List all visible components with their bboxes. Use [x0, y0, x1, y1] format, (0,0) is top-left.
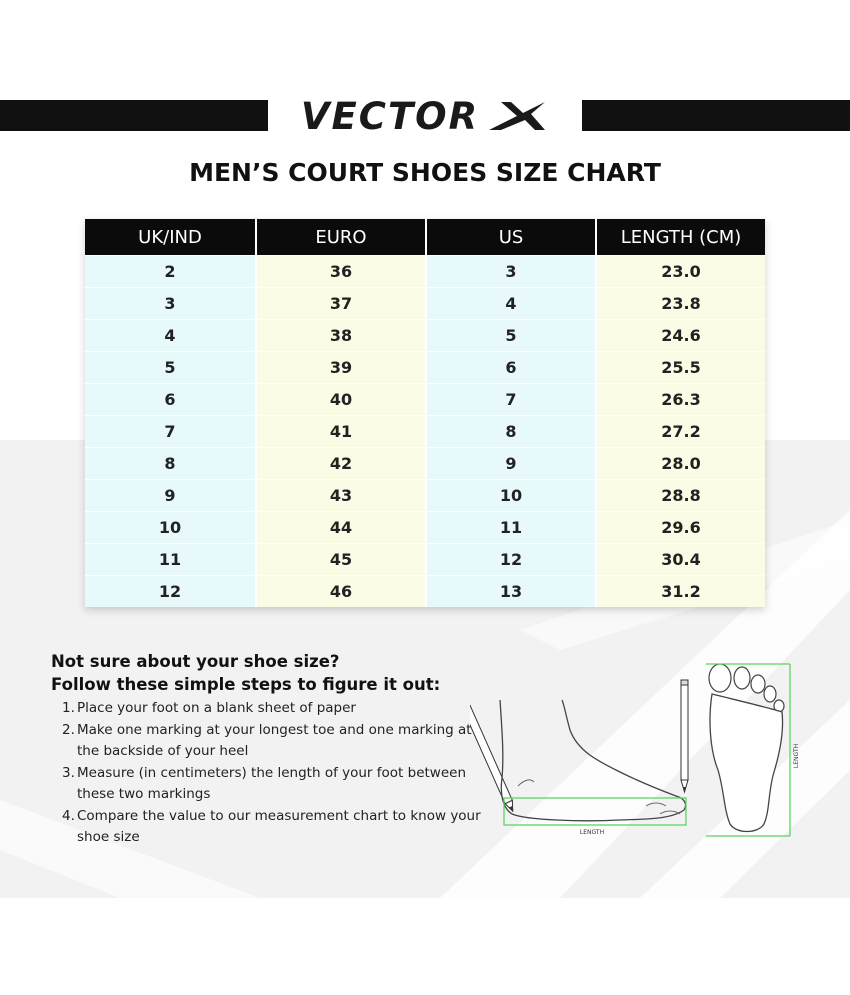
list-item [51, 806, 481, 849]
table-row [85, 479, 765, 511]
brand-x-mark-icon [487, 100, 549, 132]
pencil-left-icon [470, 705, 516, 812]
list-item [51, 698, 481, 720]
cell-euro: 45 [255, 543, 425, 575]
step-text: Compare the value to our measurement chart to know your shoe size [77, 807, 481, 845]
cell-length: 23.8 [595, 287, 765, 319]
table-row [85, 511, 765, 543]
steps-list [51, 698, 481, 849]
cell-euro: 36 [255, 255, 425, 287]
cell-us: 10 [425, 479, 595, 511]
cell-uk: 12 [85, 575, 255, 607]
cell-euro: 39 [255, 351, 425, 383]
table-row [85, 415, 765, 447]
cell-uk: 10 [85, 511, 255, 543]
instructions-heading-2: Follow these simple steps to figure it out: [51, 675, 441, 694]
cell-euro: 42 [255, 447, 425, 479]
header-bar-right [582, 100, 850, 131]
header-bar-left [0, 100, 268, 131]
cell-uk: 8 [85, 447, 255, 479]
side-length-label: LENGTH [579, 829, 605, 836]
cell-length: 29.6 [595, 511, 765, 543]
cell-us: 8 [425, 415, 595, 447]
table-row [85, 351, 765, 383]
list-item [51, 720, 481, 763]
foot-top-view-diagram [700, 660, 810, 840]
cell-us: 11 [425, 511, 595, 543]
cell-uk: 6 [85, 383, 255, 415]
cell-euro: 37 [255, 287, 425, 319]
top-length-label: LENGTH [793, 743, 800, 769]
foot-side-view-diagram [470, 660, 700, 840]
cell-euro: 43 [255, 479, 425, 511]
cell-euro: 41 [255, 415, 425, 447]
cell-euro: 44 [255, 511, 425, 543]
cell-length: 27.2 [595, 415, 765, 447]
brand-logo [268, 92, 582, 140]
cell-uk: 3 [85, 287, 255, 319]
instructions-heading-1: Not sure about your shoe size? [51, 652, 340, 671]
cell-us: 7 [425, 383, 595, 415]
cell-euro: 40 [255, 383, 425, 415]
step-number: 2. [62, 721, 75, 738]
table-header-row [85, 219, 765, 255]
step-text: Measure (in centimeters) the length of your foot between these two markings [77, 764, 467, 802]
cell-length: 28.8 [595, 479, 765, 511]
header-length: LENGTH (CM) [595, 219, 765, 255]
page-title: MEN’S COURT SHOES SIZE CHART [189, 158, 661, 187]
cell-uk: 5 [85, 351, 255, 383]
cell-length: 23.0 [595, 255, 765, 287]
cell-uk: 4 [85, 319, 255, 351]
cell-us: 12 [425, 543, 595, 575]
cell-us: 5 [425, 319, 595, 351]
cell-us: 6 [425, 351, 595, 383]
table-row [85, 543, 765, 575]
cell-length: 25.5 [595, 351, 765, 383]
cell-length: 30.4 [595, 543, 765, 575]
brand-name: VECTOR [300, 94, 480, 138]
header-us: US [425, 219, 595, 255]
header-euro: EURO [255, 219, 425, 255]
step-text: Place your foot on a blank sheet of paper [77, 700, 356, 716]
cell-uk: 2 [85, 255, 255, 287]
cell-us: 13 [425, 575, 595, 607]
size-chart-table [85, 219, 765, 607]
cell-uk: 7 [85, 415, 255, 447]
cell-euro: 38 [255, 319, 425, 351]
step-text: Make one marking at your longest toe and one marking at the backside of your heel [77, 721, 472, 759]
header-uk-ind: UK/IND [85, 219, 255, 255]
step-number: 4. [62, 807, 75, 824]
table-row [85, 447, 765, 479]
cell-length: 26.3 [595, 383, 765, 415]
table-row [85, 255, 765, 287]
cell-length: 28.0 [595, 447, 765, 479]
step-number: 1. [62, 700, 75, 716]
pencil-right-icon [681, 680, 688, 792]
table-row [85, 575, 765, 607]
list-item [51, 763, 481, 806]
table-row [85, 383, 765, 415]
cell-us: 9 [425, 447, 595, 479]
step-number: 3. [62, 764, 75, 781]
cell-uk: 9 [85, 479, 255, 511]
cell-us: 3 [425, 255, 595, 287]
cell-uk: 11 [85, 543, 255, 575]
cell-length: 31.2 [595, 575, 765, 607]
table-row [85, 319, 765, 351]
measurement-instructions [51, 650, 481, 849]
cell-us: 4 [425, 287, 595, 319]
cell-euro: 46 [255, 575, 425, 607]
cell-length: 24.6 [595, 319, 765, 351]
table-row [85, 287, 765, 319]
